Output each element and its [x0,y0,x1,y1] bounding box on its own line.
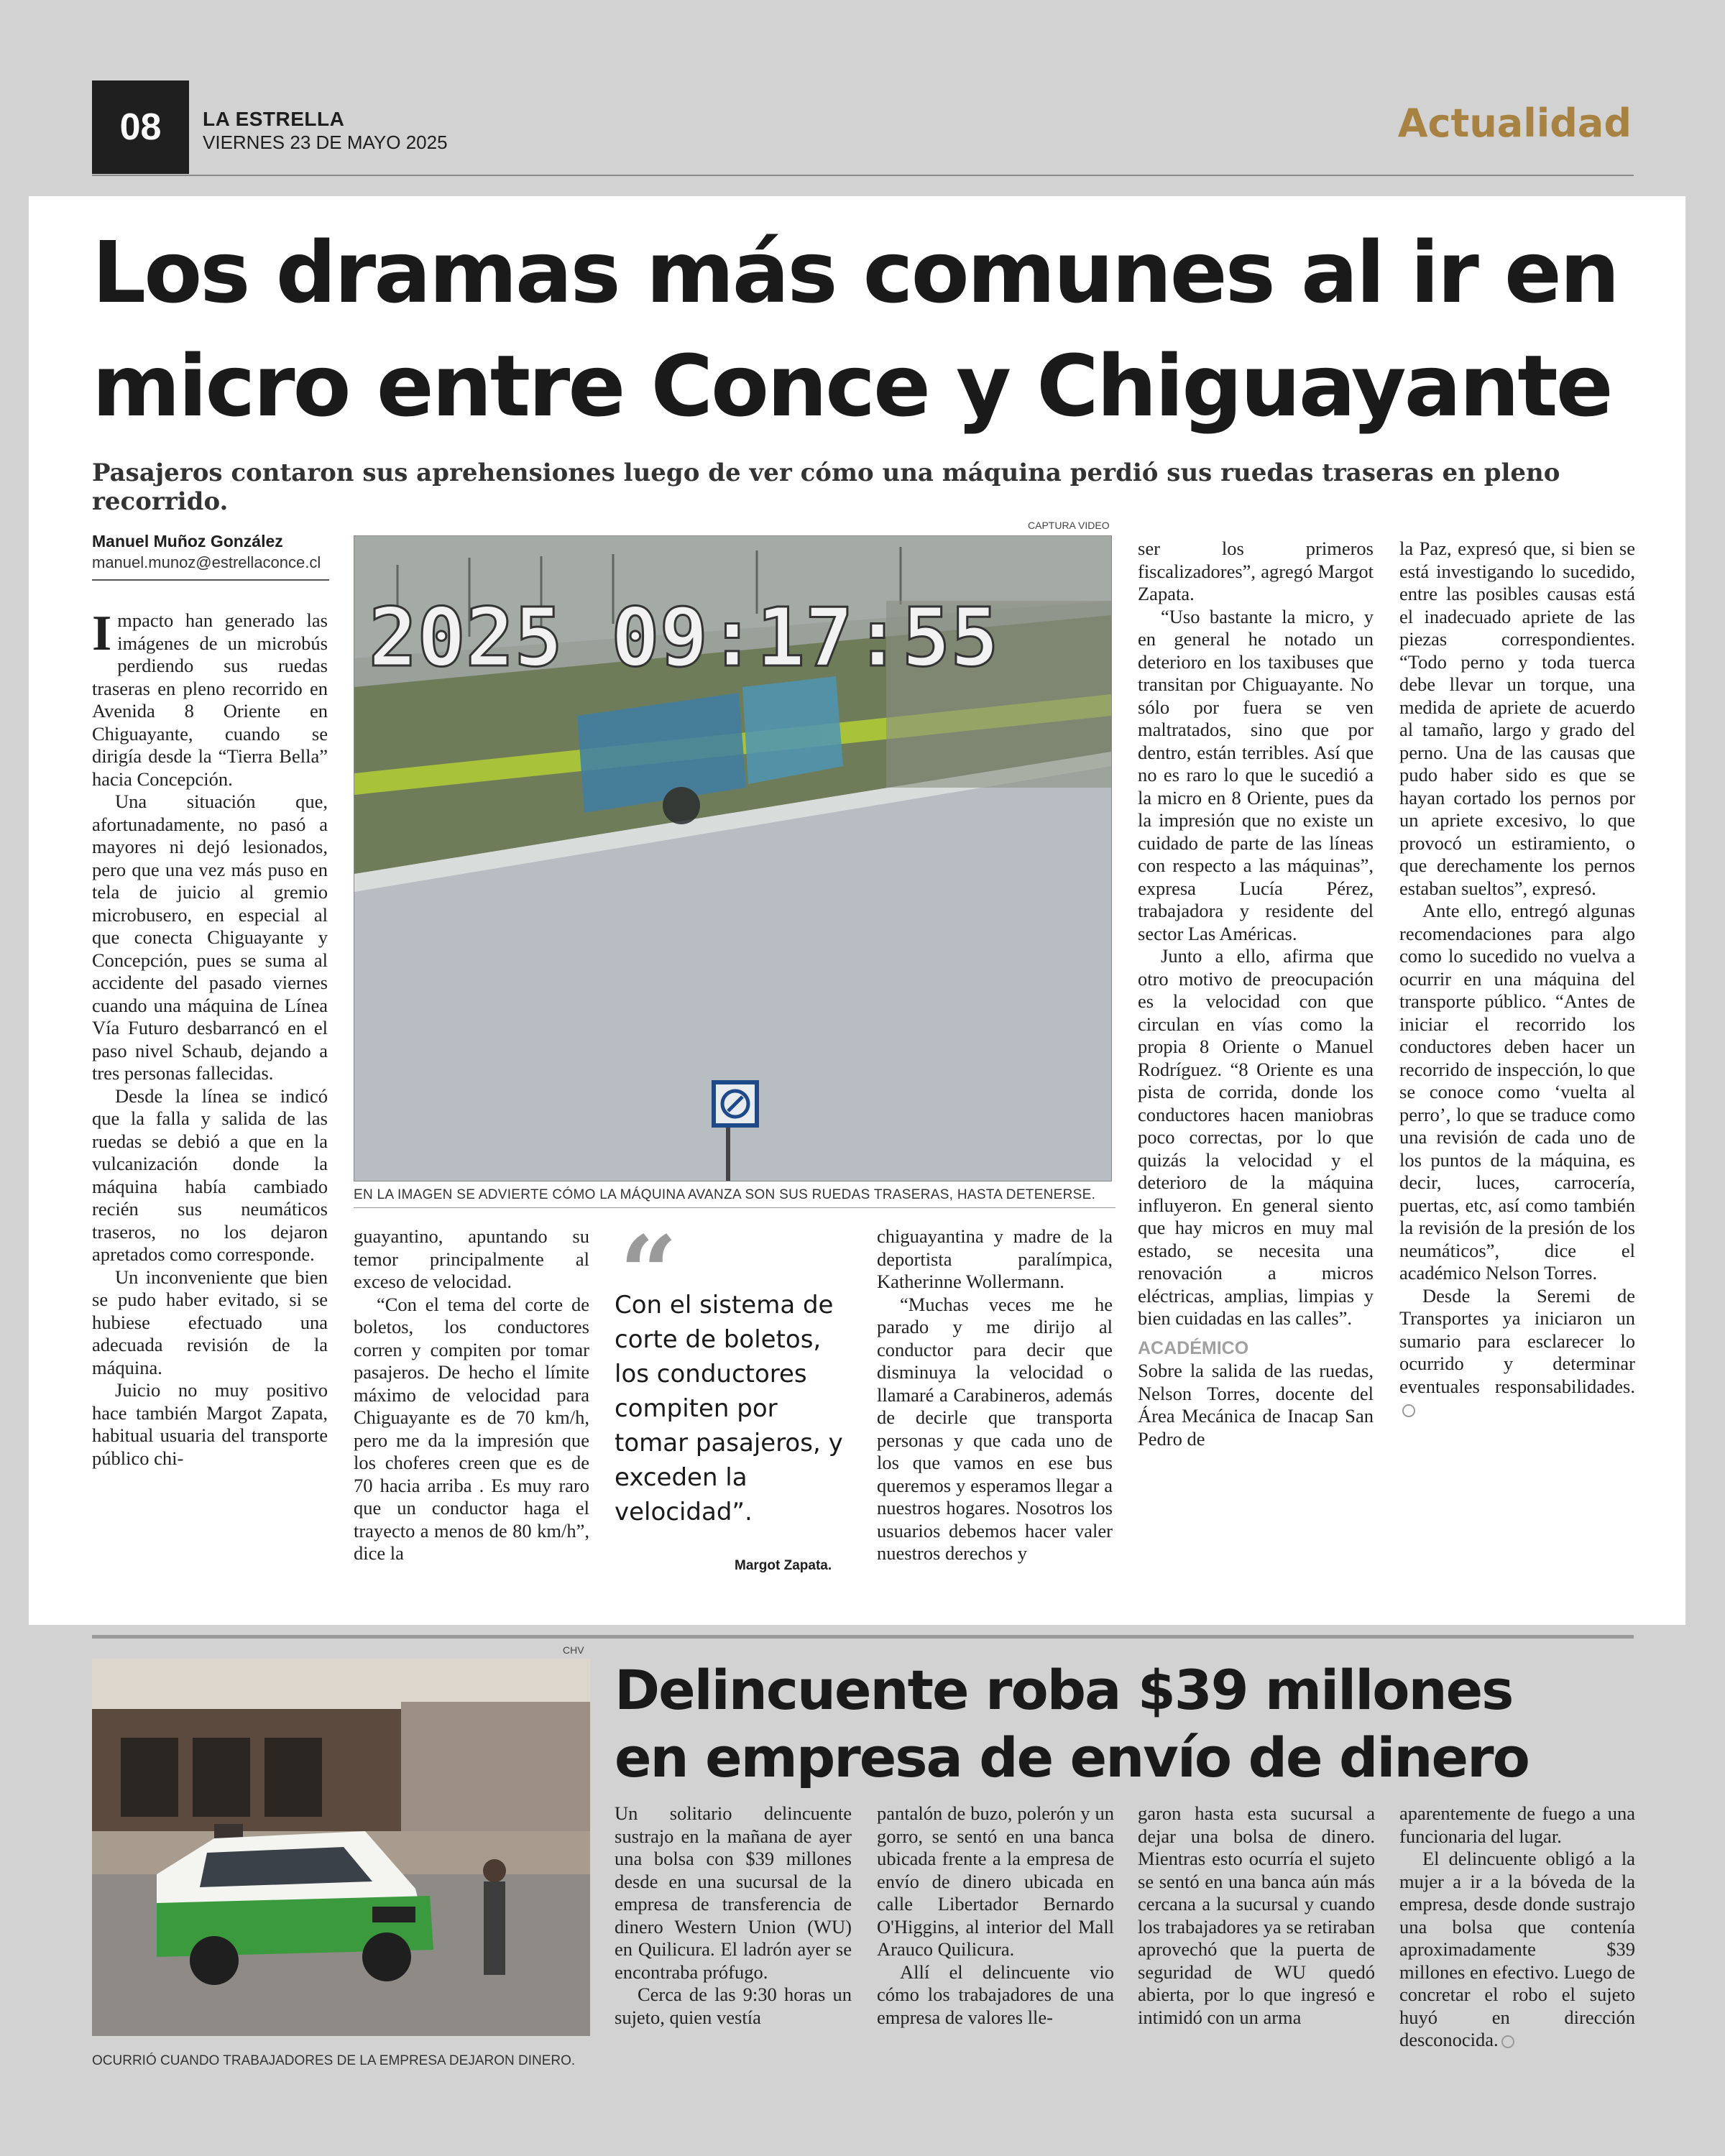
newspaper-name: LA ESTRELLA [203,108,345,130]
paragraph-text: El delincuente obligó a la mujer a ir a la bóveda de la empresa, desde donde sustrajo una bolsa que contenía aproximadamente $39 millones en efectivo. Luego de concretar el robo el sujeto huyó en dirección desconocida. [1399,1848,1635,2050]
main-subheadline: Pasajeros contaron sus aprehensiones luego de ver cómo una máquina perdió sus ruedas traseras en pleno recorrido. [92,459,1560,516]
paragraph: chiguayantina y madre de la deportista paralímpica, Katherinne Wollermann. [877,1225,1113,1292]
paragraph: Un solitario delincuente sustrajo en la mañana de ayer una bolsa con $39 millones desde en una sucursal de la empresa de transferencia de dinero Western Union (WU) en Quilicura. El ladrón ayer se encontraba prófugo. [615,1802,852,1983]
paragraph [1399,1285,1635,1421]
paragraph [1399,1848,1635,2052]
paragraph: Allí el delincuente vio cómo los trabajadores de una empresa de valores lle- [877,1961,1114,2028]
paragraph: “Uso bastante la micro, y en general he notado un deterioro en los taxibuses que transitan por Chiguayante. No sólo por fuera se ven maltratados, sino que por dentro, están terribles. Así que no es raro lo que le sucedió a la micro en 8 Oriente, pues da la impresión que no existe un cuidado de parte de las líneas con respecto a las máquinas”, expresa Lucía Pérez, trabajadora y residente del sector Las Américas. [1138,605,1374,944]
main-column-4 [1138,538,1374,1450]
paragraph: la Paz, expresó que, si bien se está investigando lo sucedido, entre las posibles causas está el inadecuado apriete de las piezas correspondientes. “Todo perno y toda tuerca debe llevar un torque, una medida de apriete de acuerdo al tamaño, largo y grado del perno. Una de las causas que pudo haber sido es que se hayan cortado los pernos por un apriete excesivo, lo que provocó un estiramiento, o que derechamente los pernos estaban sueltos”, expresó. [1399,538,1635,899]
author-name: Manuel Muñoz González [92,532,283,550]
pull-quote: Con el sistema de corte de boletos, los conductores compiten por tomar pasajeros, y exceden la velocidad”. [615,1291,843,1526]
pull-quote-author: Margot Zapata. [735,1558,832,1573]
caption-divider [354,1207,1116,1208]
author-email[interactable]: manuel.munoz@estrellaconce.cl [92,553,321,571]
police-car-photo [92,1659,590,2036]
paragraph: Cerca de las 9:30 horas un sujeto, quien vestía [615,1984,852,2028]
end-mark-icon [1402,1404,1415,1417]
paragraph: “Con el tema del corte de boletos, los conductores corren y compiten por tomar pasajeros. De hecho el límite máximo de velocidad para Chiguayante es de 70 km/h, pero me da la impresión que los choferes creen que es de 70 hacia arriba . Es muy raro que un conductor haga el trayecto a menos de 80 km/h”, dice la [354,1293,589,1564]
paragraph-text: Desde la Seremi de Transportes ya iniciaron un sumario para esclarecer lo ocurrido y determinar eventuales responsabilidades. [1399,1284,1635,1397]
main-headline-line2: micro entre Conce y Chiguayante [92,336,1611,436]
photo-caption-2: OCURRIÓ CUANDO TRABAJADORES DE LA EMPRESA DEJARON DINERO. [92,2053,576,2068]
paragraph-text: mpacto han generado las imágenes de un microbús perdiendo sus ruedas traseras en pleno recorrido en Avenida 8 Oriente en Chiguayante, cuando se dirigía desde la “Tierra Bella” hacia Concepción. [92,609,328,790]
quote-mark-icon: “ [620,1215,678,1332]
paragraph: guayantino, apuntando su temor principalmente al exceso de velocidad. [354,1225,589,1292]
page-number: 08 [92,80,189,174]
drop-cap: I [92,606,112,661]
author-divider [92,579,329,581]
photo-credit-2: CHV [563,1644,584,1656]
main-column-5 [1399,538,1635,1421]
paragraph: Juicio no muy positivo hace también Margot Zapata, habitual usuaria del transporte público chi- [92,1379,328,1469]
article-divider [92,1635,1634,1639]
paragraph [92,606,328,791]
paragraph: aparentemente de fuego a una funcionaria del lugar. [1399,1802,1635,1847]
second-column-3 [1138,1802,1375,2029]
main-column-3 [877,1225,1113,1565]
paragraph: Ante ello, entregó algunas recomendaciones para algo como lo sucedido no vuelva a ocurrir en una máquina del transporte público. “Antes de iniciar el recorrido los conductores deben hacer un recorrido de inspección, lo que se conoce como ‘vuelta al perro’, lo que se traduce como una revisión de cada uno de los puntos de la máquina, es decir, luces, carrocería, puertas, etc, así como también la revisión de la presión de los neumáticos”, dice el académico Nelson Torres. [1399,900,1635,1284]
paragraph: pantalón de buzo, polerón y un gorro, se sentó en una banca ubicada frente a la empresa de envío de dinero ubicada en calle Libertador Bernardo O'Higgins, al interior del Mall Arauco Quilicura. [877,1802,1114,1960]
photo-credit: CAPTURA VIDEO [1028,520,1110,531]
paragraph: Junto a ello, afirma que otro motivo de preocupación es la velocidad con que circulan en vías como la propia 8 Oriente o Manuel Rodríguez. “8 Oriente es una pista de corrida, donde los conductores hacen maniobras poco correctas, por lo que quizás la velocidad y el deterioro de la máquina influyeron. En general siento que hay micros en muy mal estado, se necesita una renovación a micros eléctricas, amplias, limpias y bien cuidadas en las calles”. [1138,945,1374,1329]
paragraph: Una situación que, afortunadamente, no pasó a mayores ni dejó lesionados, pero que una vez más puso en tela de juicio al gremio microbusero, en especial al que conecta Chiguayante y Concepción, pues se suma al accidente del pasado viernes cuando una máquina de Línea Vía Futuro desbarrancó en el paso nivel Schaub, dejando a tres personas fallecidas. [92,791,328,1084]
second-column-1 [615,1802,852,2029]
photo-caption: EN LA IMAGEN SE ADVIERTE CÓMO LA MÁQUINA AVANZA SON SUS RUEDAS TRASERAS, HASTA DETENERSE. [354,1187,1096,1202]
paragraph: garon hasta esta sucursal a dejar una bolsa de dinero. Mientras esto ocurría el sujeto se sentó en una banca aún más cercana a la sucursal y cuando los trabajadores ya se retiraban aprovechó que la puerta de seguridad de WU quedó abierta, por lo que ingresó e intimidó con un arma [1138,1802,1375,2028]
paragraph: Desde la línea se indicó que la falla y salida de las ruedas se debió a que en la vulcanización donde la máquina había cambiado recién sus neumáticos traseros, no los dejaron apretados como corresponde. [92,1084,328,1265]
second-headline [615,1657,1635,1792]
second-headline-line2: en empresa de envío de dinero [615,1726,1529,1789]
bus-cctv-illustration [354,536,1111,1181]
second-column-4 [1399,1802,1635,2052]
second-headline-line1: Delincuente roba $39 millones [615,1658,1513,1722]
main-headline-line1: Los dramas más comunes al ir en [92,223,1618,322]
issue-date: VIERNES 23 DE MAYO 2025 [203,132,448,153]
section-subhead: ACADÉMICO [1138,1337,1249,1358]
main-headline [92,216,1652,443]
main-column-2 [354,1225,589,1565]
main-column-1 [92,606,328,1470]
paragraph: Sobre la salida de las ruedas, Nelson Torres, docente del Área Mecánica de Inacap San Pedro de [1138,1360,1374,1450]
police-car-illustration [92,1659,590,2036]
paragraph: ser los primeros fiscalizadores”, agregó Margot Zapata. [1138,538,1374,604]
photo-timestamp: 2025 09:17:55 [369,591,999,685]
section-title: Actualidad [1397,101,1632,146]
second-column-2 [877,1802,1114,2029]
paragraph: “Muchas veces me he parado y me dirijo al conductor para decir que disminuya la velocidad o llamaré a Carabineros, además de decirle que transporta personas y que cada uno de los que vamos en ese bus queremos y esperamos llegar a nuestros hogares. Nosotros los usuarios debemos hacer valer nuestros derechos y [877,1293,1113,1564]
header-divider [92,175,1634,176]
bus-cctv-photo [354,535,1112,1181]
paragraph: Un inconveniente que bien se pudo haber evitado, si se hubiese efectuado una adecuada revisión de la máquina. [92,1266,328,1378]
end-mark-icon [1501,2035,1514,2048]
